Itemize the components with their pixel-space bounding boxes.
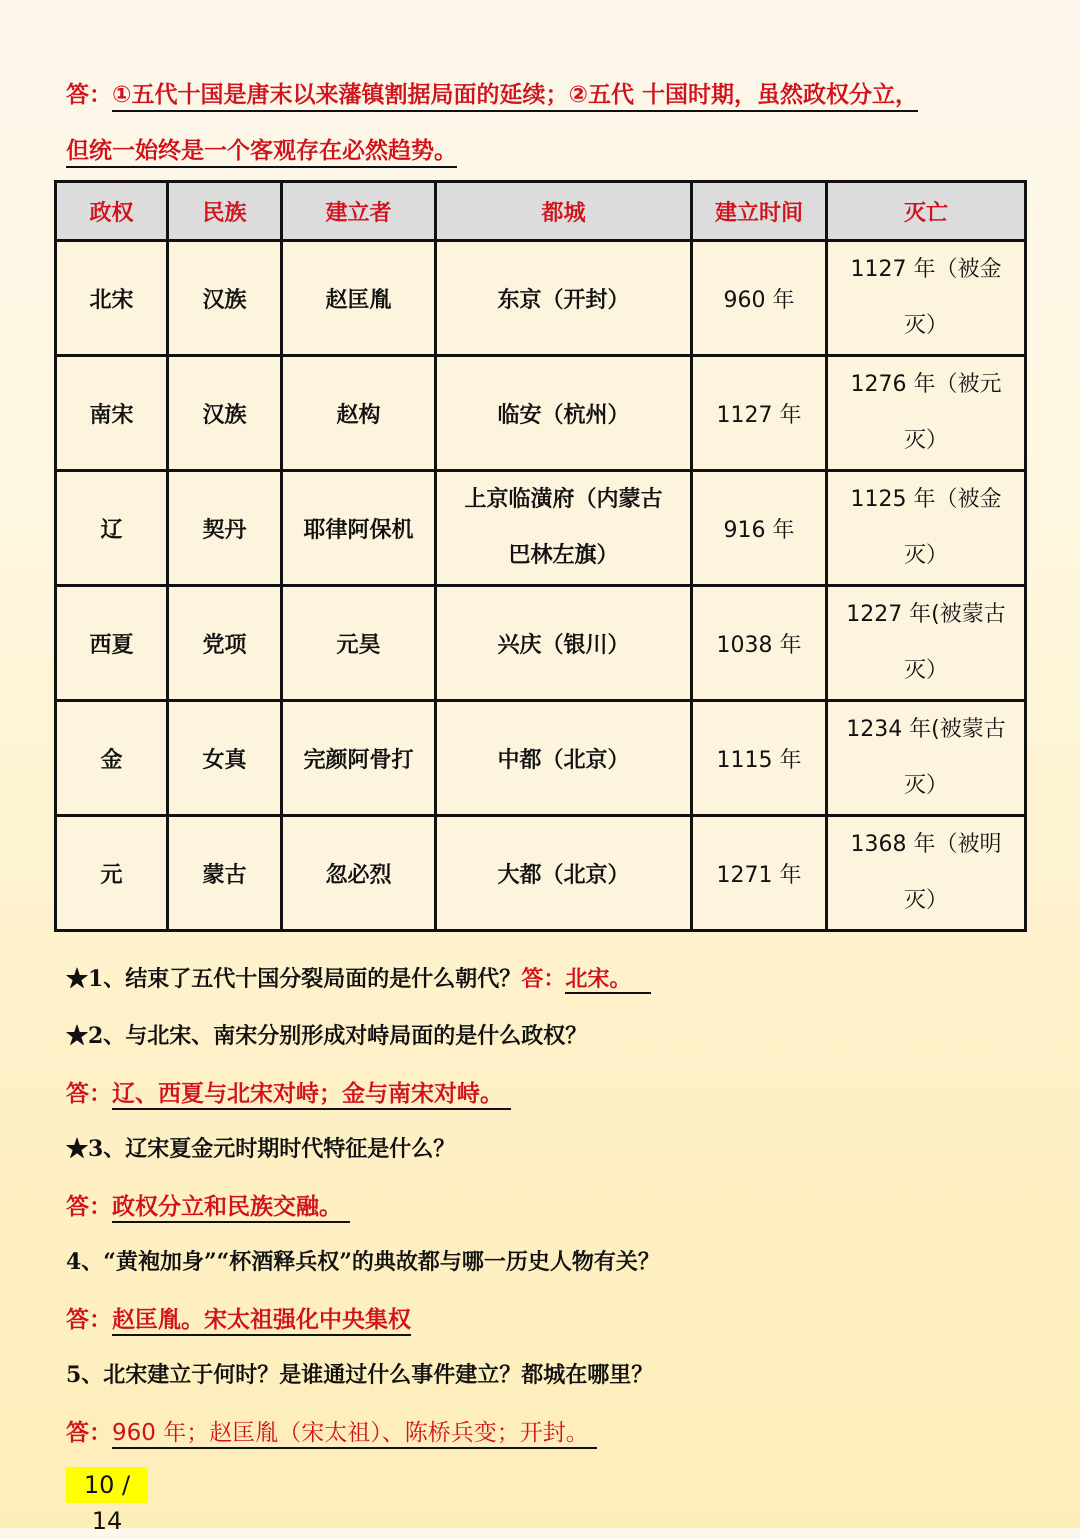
- cell-founder: 赵构: [282, 356, 436, 471]
- intro-answer-text1: ①五代十国是唐末以来藩镇割据局面的延续；②五代 十国时期，虽然政权分立，: [112, 82, 918, 112]
- fall-line2: 灭）: [903, 543, 948, 568]
- header-ethnic: 民族: [168, 182, 282, 241]
- cell-fall: [827, 356, 1026, 471]
- cell-regime: 北宋: [56, 241, 168, 356]
- cell-fall: [827, 241, 1026, 356]
- cell-fall: [827, 471, 1026, 586]
- cell-ethnic: 汉族: [168, 241, 282, 356]
- question-5: 5、北宋建立于何时？是谁通过什么事件建立？都城在哪里？: [66, 1362, 654, 1388]
- intro-answer-label: 答：: [66, 82, 112, 108]
- answer-4: [66, 1301, 411, 1334]
- cell-founded: 1271 年: [692, 816, 827, 931]
- intro-answer-line2: [66, 136, 457, 166]
- fall-line1: 1276 年（被元: [850, 372, 1002, 397]
- table-row: [56, 241, 1026, 356]
- fall-line2: 灭）: [903, 313, 948, 338]
- cell-capital: 东京（开封）: [436, 241, 692, 356]
- capital-line2: 巴林左旗）: [508, 543, 619, 568]
- answer-5: [66, 1414, 597, 1447]
- cell-founded: 960 年: [692, 241, 827, 356]
- cell-ethnic: 契丹: [168, 471, 282, 586]
- header-founder: 建立者: [282, 182, 436, 241]
- table-row: [56, 816, 1026, 931]
- answer-4-text: 赵匡胤。宋太祖强化中央集权: [112, 1307, 411, 1336]
- answer-3-text: 政权分立和民族交融。: [112, 1194, 350, 1223]
- capital-line1: 上京临潢府（内蒙古: [464, 487, 663, 512]
- table-row: [56, 356, 1026, 471]
- page-indicator: 10 / 14: [66, 1467, 148, 1503]
- answer-1-text: 北宋。: [565, 967, 651, 994]
- answer-2-label: 答：: [66, 1081, 112, 1107]
- cell-capital: 中都（北京）: [436, 701, 692, 816]
- answer-3-label: 答：: [66, 1194, 112, 1220]
- cell-founder: 耶律阿保机: [282, 471, 436, 586]
- cell-founder: 忽必烈: [282, 816, 436, 931]
- cell-fall: [827, 816, 1026, 931]
- fall-line1: 1127 年（被金: [850, 257, 1002, 282]
- answer-4-label: 答：: [66, 1307, 112, 1333]
- answer-2-text: 辽、西夏与北宋对峙；金与南宋对峙。: [112, 1081, 511, 1110]
- fall-line2: 灭）: [903, 888, 948, 913]
- cell-ethnic: 蒙古: [168, 816, 282, 931]
- cell-capital: [436, 471, 692, 586]
- fall-line1: 1368 年（被明: [850, 832, 1002, 857]
- fall-line1: 1125 年（被金: [850, 487, 1002, 512]
- cell-regime: 元: [56, 816, 168, 931]
- cell-capital: 兴庆（银川）: [436, 586, 692, 701]
- cell-founder: 元昊: [282, 586, 436, 701]
- question-4: 4、“黄袍加身”“杯酒释兵权”的典故都与哪一历史人物有关？: [66, 1249, 660, 1275]
- fall-line1: 1234 年(被蒙古: [846, 717, 1006, 742]
- cell-founder: 赵匡胤: [282, 241, 436, 356]
- regime-table: [54, 180, 1027, 932]
- cell-founded: 1127 年: [692, 356, 827, 471]
- cell-regime: 金: [56, 701, 168, 816]
- cell-fall: [827, 586, 1026, 701]
- intro-answer-text2: 但统一始终是一个客观存在必然趋势。: [66, 138, 457, 168]
- header-regime: 政权: [56, 182, 168, 241]
- fall-line2: 灭）: [903, 773, 948, 798]
- answer-5-label: 答：: [66, 1420, 112, 1446]
- fall-line1: 1227 年(被蒙古: [846, 602, 1006, 627]
- cell-fall: [827, 701, 1026, 816]
- cell-ethnic: 党项: [168, 586, 282, 701]
- header-capital: 都城: [436, 182, 692, 241]
- cell-regime: 西夏: [56, 586, 168, 701]
- header-founded: 建立时间: [692, 182, 827, 241]
- question-2: ★2、与北宋、南宋分别形成对峙局面的是什么政权？: [66, 1023, 588, 1049]
- cell-founded: 916 年: [692, 471, 827, 586]
- answer-2: [66, 1075, 511, 1108]
- answer-5-text: 960 年；赵匡胤（宋太祖）、陈桥兵变；开封。: [112, 1420, 597, 1449]
- header-fall: 灭亡: [827, 182, 1026, 241]
- table-row: [56, 701, 1026, 816]
- fall-line2: 灭）: [903, 428, 948, 453]
- answer-3: [66, 1188, 350, 1221]
- fall-line2: 灭）: [903, 658, 948, 683]
- question-3: ★3、辽宋夏金元时期时代特征是什么？: [66, 1136, 456, 1162]
- question-1-text: ★1、结束了五代十国分裂局面的是什么朝代？: [66, 966, 522, 992]
- cell-regime: 辽: [56, 471, 168, 586]
- cell-capital: 临安（杭州）: [436, 356, 692, 471]
- intro-answer-line1: [66, 80, 918, 110]
- cell-ethnic: 女真: [168, 701, 282, 816]
- table-row: [56, 471, 1026, 586]
- cell-founded: 1115 年: [692, 701, 827, 816]
- table-row: [56, 586, 1026, 701]
- cell-regime: 南宋: [56, 356, 168, 471]
- cell-ethnic: 汉族: [168, 356, 282, 471]
- cell-capital: 大都（北京）: [436, 816, 692, 931]
- question-1: [66, 962, 651, 993]
- table-header-row: [56, 182, 1026, 241]
- cell-founder: 完颜阿骨打: [282, 701, 436, 816]
- cell-founded: 1038 年: [692, 586, 827, 701]
- answer-1-label: 答：: [521, 967, 566, 992]
